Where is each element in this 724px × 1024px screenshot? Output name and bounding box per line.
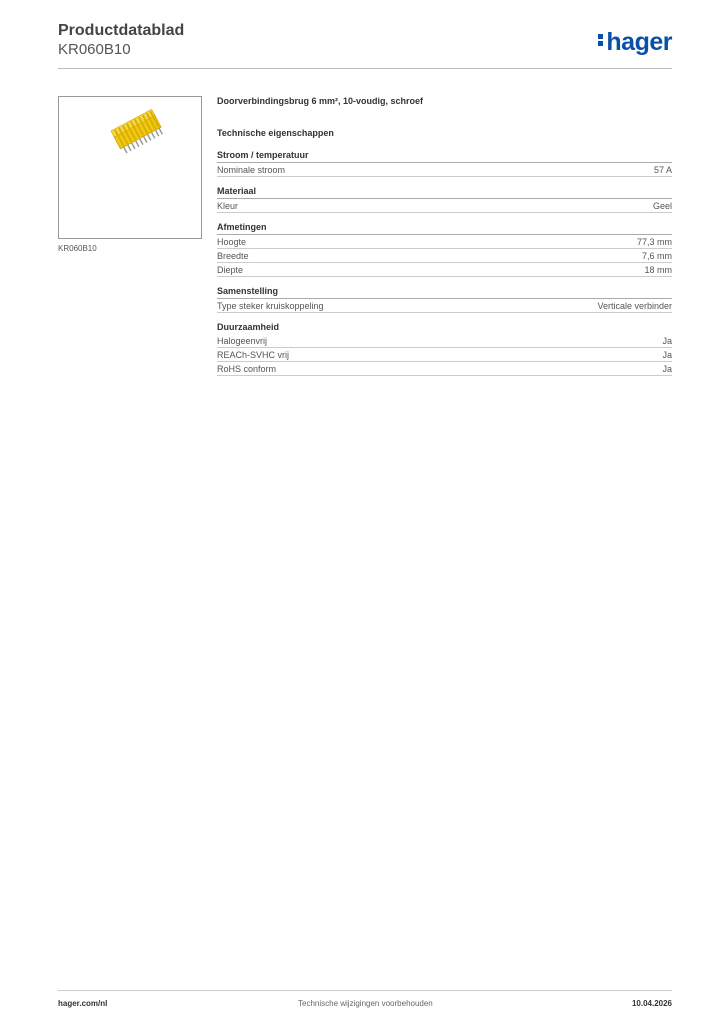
spec-label: Diepte — [217, 265, 244, 275]
spec-label: Breedte — [217, 251, 249, 261]
logo-text: hager — [606, 28, 672, 56]
spec-value: Geel — [652, 201, 672, 211]
footer-disclaimer: Technische wijzigingen voorbehouden — [298, 999, 433, 1008]
footer-divider — [58, 990, 672, 991]
spec-value: 7,6 mm — [641, 251, 672, 261]
group-title: Stroom / temperatuur — [217, 150, 672, 163]
group-title: Materiaal — [217, 186, 672, 199]
spec-label: REACh-SVHC vrij — [217, 350, 290, 360]
spec-value: 18 mm — [644, 265, 672, 275]
group-title: Afmetingen — [217, 222, 672, 235]
spec-label: Kleur — [217, 201, 239, 211]
hager-logo — [598, 28, 672, 57]
spec-row — [217, 263, 672, 277]
group-title: Duurzaamheid — [217, 322, 280, 332]
spec-value: Verticale verbinder — [597, 301, 672, 311]
spec-row — [217, 362, 672, 376]
footer-date: 10.04.2026 — [631, 999, 672, 1008]
product-code: KR060B10 — [58, 41, 131, 58]
spec-row — [217, 199, 672, 213]
spec-group — [217, 150, 672, 177]
group-title: Samenstelling — [217, 286, 672, 299]
logo-dots-icon — [598, 32, 603, 48]
spec-label: RoHS conform — [217, 364, 277, 374]
image-caption: KR060B10 — [58, 244, 97, 253]
spec-row — [217, 235, 672, 249]
spec-row — [217, 334, 672, 348]
spec-label: Type steker kruiskoppeling — [217, 301, 324, 311]
document-title: Productdatablad — [58, 22, 185, 39]
spec-label: Nominale stroom — [217, 165, 286, 175]
spec-value: Ja — [662, 364, 672, 374]
product-image — [59, 97, 201, 238]
spec-group — [217, 322, 672, 376]
spec-value: Ja — [662, 336, 672, 346]
section-title: Technische eigenschappen — [217, 128, 334, 138]
spec-panel — [217, 96, 672, 385]
spec-group — [217, 222, 672, 277]
spec-row — [217, 249, 672, 263]
spec-value: Ja — [662, 350, 672, 360]
spec-label: Hoogte — [217, 237, 247, 247]
spec-label: Halogeenvrij — [217, 336, 268, 346]
spec-row — [217, 299, 672, 313]
spec-row — [217, 163, 672, 177]
spec-row — [217, 348, 672, 362]
spec-value: 77,3 mm — [636, 237, 672, 247]
header-divider — [58, 68, 672, 69]
spec-value: 57 A — [653, 165, 672, 175]
footer-website: hager.com/nl — [58, 999, 108, 1008]
product-image-frame — [58, 96, 202, 239]
spec-group — [217, 286, 672, 313]
product-title: Doorverbindingsbrug 6 mm², 10-voudig, schroef — [217, 96, 424, 106]
spec-group — [217, 186, 672, 213]
